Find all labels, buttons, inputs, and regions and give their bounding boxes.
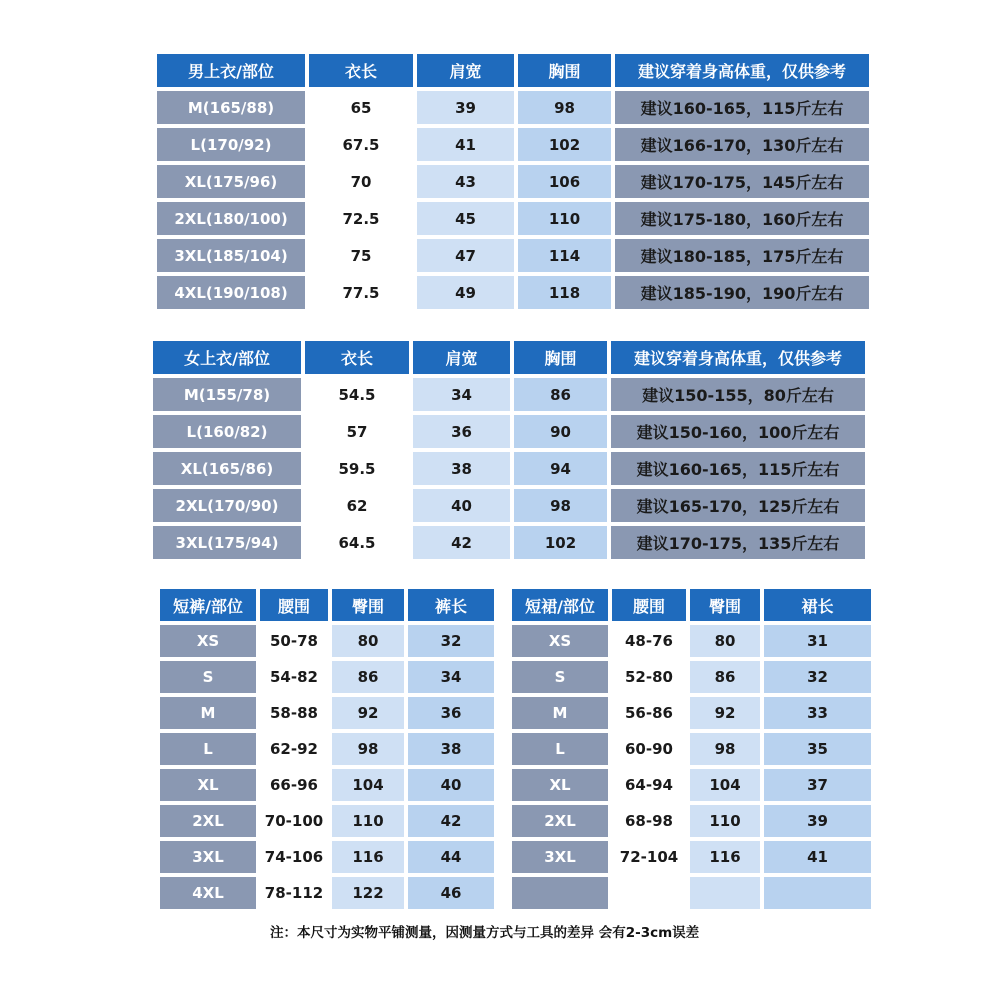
- header-cell: 短裤/部位: [160, 589, 256, 621]
- header-cell: 腰围: [612, 589, 686, 621]
- table-cell: 68-98: [612, 805, 686, 837]
- table-cell: 32: [408, 625, 494, 657]
- table-cell: 49: [417, 276, 514, 309]
- table-cell: 43: [417, 165, 514, 198]
- table-cell: 39: [417, 91, 514, 124]
- table-cell: 58-88: [260, 697, 328, 729]
- table-cell: 36: [413, 415, 510, 448]
- table-cell: 110: [518, 202, 611, 235]
- table-cell: 56-86: [612, 697, 686, 729]
- table-cell: 75: [309, 239, 413, 272]
- size-label: M(165/88): [157, 91, 305, 124]
- table-cell: 36: [408, 697, 494, 729]
- size-label: S: [512, 661, 608, 693]
- table-cell: 39: [764, 805, 871, 837]
- table-cell: 72.5: [309, 202, 413, 235]
- table-cell: 86: [514, 378, 607, 411]
- header-cell: 胸围: [518, 54, 611, 87]
- men-top-size-table: [157, 54, 869, 309]
- table-cell: 86: [690, 661, 760, 693]
- header-cell: 臀围: [332, 589, 404, 621]
- table-cell: 47: [417, 239, 514, 272]
- table-cell-empty: [764, 877, 871, 909]
- table-cell: 42: [408, 805, 494, 837]
- size-label: 2XL: [512, 805, 608, 837]
- table-cell: 118: [518, 276, 611, 309]
- table-cell: 34: [408, 661, 494, 693]
- size-label: M(155/78): [153, 378, 301, 411]
- table-cell: 116: [332, 841, 404, 873]
- table-cell: 90: [514, 415, 607, 448]
- recommendation-cell: 建议160-165，115斤左右: [615, 91, 869, 124]
- table-cell: 41: [764, 841, 871, 873]
- header-cell: 女上衣/部位: [153, 341, 301, 374]
- table-cell: 102: [514, 526, 607, 559]
- table-cell: 67.5: [309, 128, 413, 161]
- recommendation-cell: 建议175-180，160斤左右: [615, 202, 869, 235]
- size-label: XL(165/86): [153, 452, 301, 485]
- size-label: M: [512, 697, 608, 729]
- table-cell: 50-78: [260, 625, 328, 657]
- size-label: 3XL: [160, 841, 256, 873]
- recommendation-cell: 建议150-155，80斤左右: [611, 378, 865, 411]
- recommendation-cell: 建议160-165，115斤左右: [611, 452, 865, 485]
- table-cell: 60-90: [612, 733, 686, 765]
- measurement-note: 注：本尺寸为实物平铺测量，因测量方式与工具的差异 会有2-3cm误差: [270, 925, 700, 941]
- table-cell: 38: [413, 452, 510, 485]
- table-cell: 98: [690, 733, 760, 765]
- size-label: XL: [160, 769, 256, 801]
- table-cell: 45: [417, 202, 514, 235]
- header-cell: 臀围: [690, 589, 760, 621]
- recommendation-cell: 建议180-185，175斤左右: [615, 239, 869, 272]
- size-label: 4XL: [160, 877, 256, 909]
- header-cell: 肩宽: [413, 341, 510, 374]
- table-cell: 52-80: [612, 661, 686, 693]
- table-cell: 80: [690, 625, 760, 657]
- table-cell: 54.5: [305, 378, 409, 411]
- table-cell: 59.5: [305, 452, 409, 485]
- table-cell: 40: [413, 489, 510, 522]
- size-label: L(170/92): [157, 128, 305, 161]
- skirt-size-table: [512, 589, 871, 909]
- header-cell: 胸围: [514, 341, 607, 374]
- table-cell: 42: [413, 526, 510, 559]
- table-cell: 104: [332, 769, 404, 801]
- recommendation-cell: 建议185-190，190斤左右: [615, 276, 869, 309]
- table-cell: 92: [690, 697, 760, 729]
- table-cell: 33: [764, 697, 871, 729]
- size-label: 3XL(185/104): [157, 239, 305, 272]
- size-label: M: [160, 697, 256, 729]
- recommendation-cell: 建议165-170，125斤左右: [611, 489, 865, 522]
- recommendation-cell: 建议170-175，135斤左右: [611, 526, 865, 559]
- table-cell: 46: [408, 877, 494, 909]
- table-cell: 41: [417, 128, 514, 161]
- table-cell: 114: [518, 239, 611, 272]
- women-top-size-table: [153, 341, 865, 559]
- header-cell: 衣长: [309, 54, 413, 87]
- shorts-size-table: [160, 589, 494, 909]
- size-label-empty: [512, 877, 608, 909]
- table-cell: 80: [332, 625, 404, 657]
- table-cell: 98: [332, 733, 404, 765]
- table-cell: 102: [518, 128, 611, 161]
- table-cell: 78-112: [260, 877, 328, 909]
- size-label: 2XL(170/90): [153, 489, 301, 522]
- table-cell: 35: [764, 733, 871, 765]
- table-cell: 40: [408, 769, 494, 801]
- table-cell-empty: [612, 877, 686, 909]
- table-cell: 31: [764, 625, 871, 657]
- size-label: XL(175/96): [157, 165, 305, 198]
- table-cell: 110: [690, 805, 760, 837]
- header-cell: 衣长: [305, 341, 409, 374]
- table-cell: 62-92: [260, 733, 328, 765]
- table-cell: 94: [514, 452, 607, 485]
- size-label: XS: [512, 625, 608, 657]
- size-label: 3XL: [512, 841, 608, 873]
- table-cell: 122: [332, 877, 404, 909]
- table-cell: 74-106: [260, 841, 328, 873]
- size-label: L(160/82): [153, 415, 301, 448]
- header-cell: 腰围: [260, 589, 328, 621]
- table-cell: 57: [305, 415, 409, 448]
- size-label: 2XL: [160, 805, 256, 837]
- table-cell-empty: [690, 877, 760, 909]
- header-cell: 裤长: [408, 589, 494, 621]
- header-cell: 男上衣/部位: [157, 54, 305, 87]
- table-cell: 62: [305, 489, 409, 522]
- table-cell: 64-94: [612, 769, 686, 801]
- header-cell: 短裙/部位: [512, 589, 608, 621]
- table-cell: 70: [309, 165, 413, 198]
- table-cell: 66-96: [260, 769, 328, 801]
- recommendation-cell: 建议166-170，130斤左右: [615, 128, 869, 161]
- table-cell: 34: [413, 378, 510, 411]
- table-cell: 44: [408, 841, 494, 873]
- table-cell: 64.5: [305, 526, 409, 559]
- header-cell: 肩宽: [417, 54, 514, 87]
- size-label: XS: [160, 625, 256, 657]
- table-cell: 106: [518, 165, 611, 198]
- table-cell: 70-100: [260, 805, 328, 837]
- table-cell: 110: [332, 805, 404, 837]
- table-cell: 77.5: [309, 276, 413, 309]
- table-cell: 98: [518, 91, 611, 124]
- recommendation-cell: 建议150-160，100斤左右: [611, 415, 865, 448]
- table-cell: 98: [514, 489, 607, 522]
- header-cell: 建议穿着身高体重，仅供参考: [611, 341, 865, 374]
- size-label: XL: [512, 769, 608, 801]
- table-cell: 72-104: [612, 841, 686, 873]
- size-label: L: [160, 733, 256, 765]
- header-cell: 裙长: [764, 589, 871, 621]
- table-cell: 54-82: [260, 661, 328, 693]
- size-label: 3XL(175/94): [153, 526, 301, 559]
- header-cell: 建议穿着身高体重，仅供参考: [615, 54, 869, 87]
- table-cell: 32: [764, 661, 871, 693]
- table-cell: 48-76: [612, 625, 686, 657]
- table-cell: 38: [408, 733, 494, 765]
- table-cell: 104: [690, 769, 760, 801]
- size-label: S: [160, 661, 256, 693]
- table-cell: 86: [332, 661, 404, 693]
- recommendation-cell: 建议170-175，145斤左右: [615, 165, 869, 198]
- table-cell: 37: [764, 769, 871, 801]
- table-cell: 116: [690, 841, 760, 873]
- size-label: L: [512, 733, 608, 765]
- table-cell: 92: [332, 697, 404, 729]
- size-label: 4XL(190/108): [157, 276, 305, 309]
- table-cell: 65: [309, 91, 413, 124]
- size-label: 2XL(180/100): [157, 202, 305, 235]
